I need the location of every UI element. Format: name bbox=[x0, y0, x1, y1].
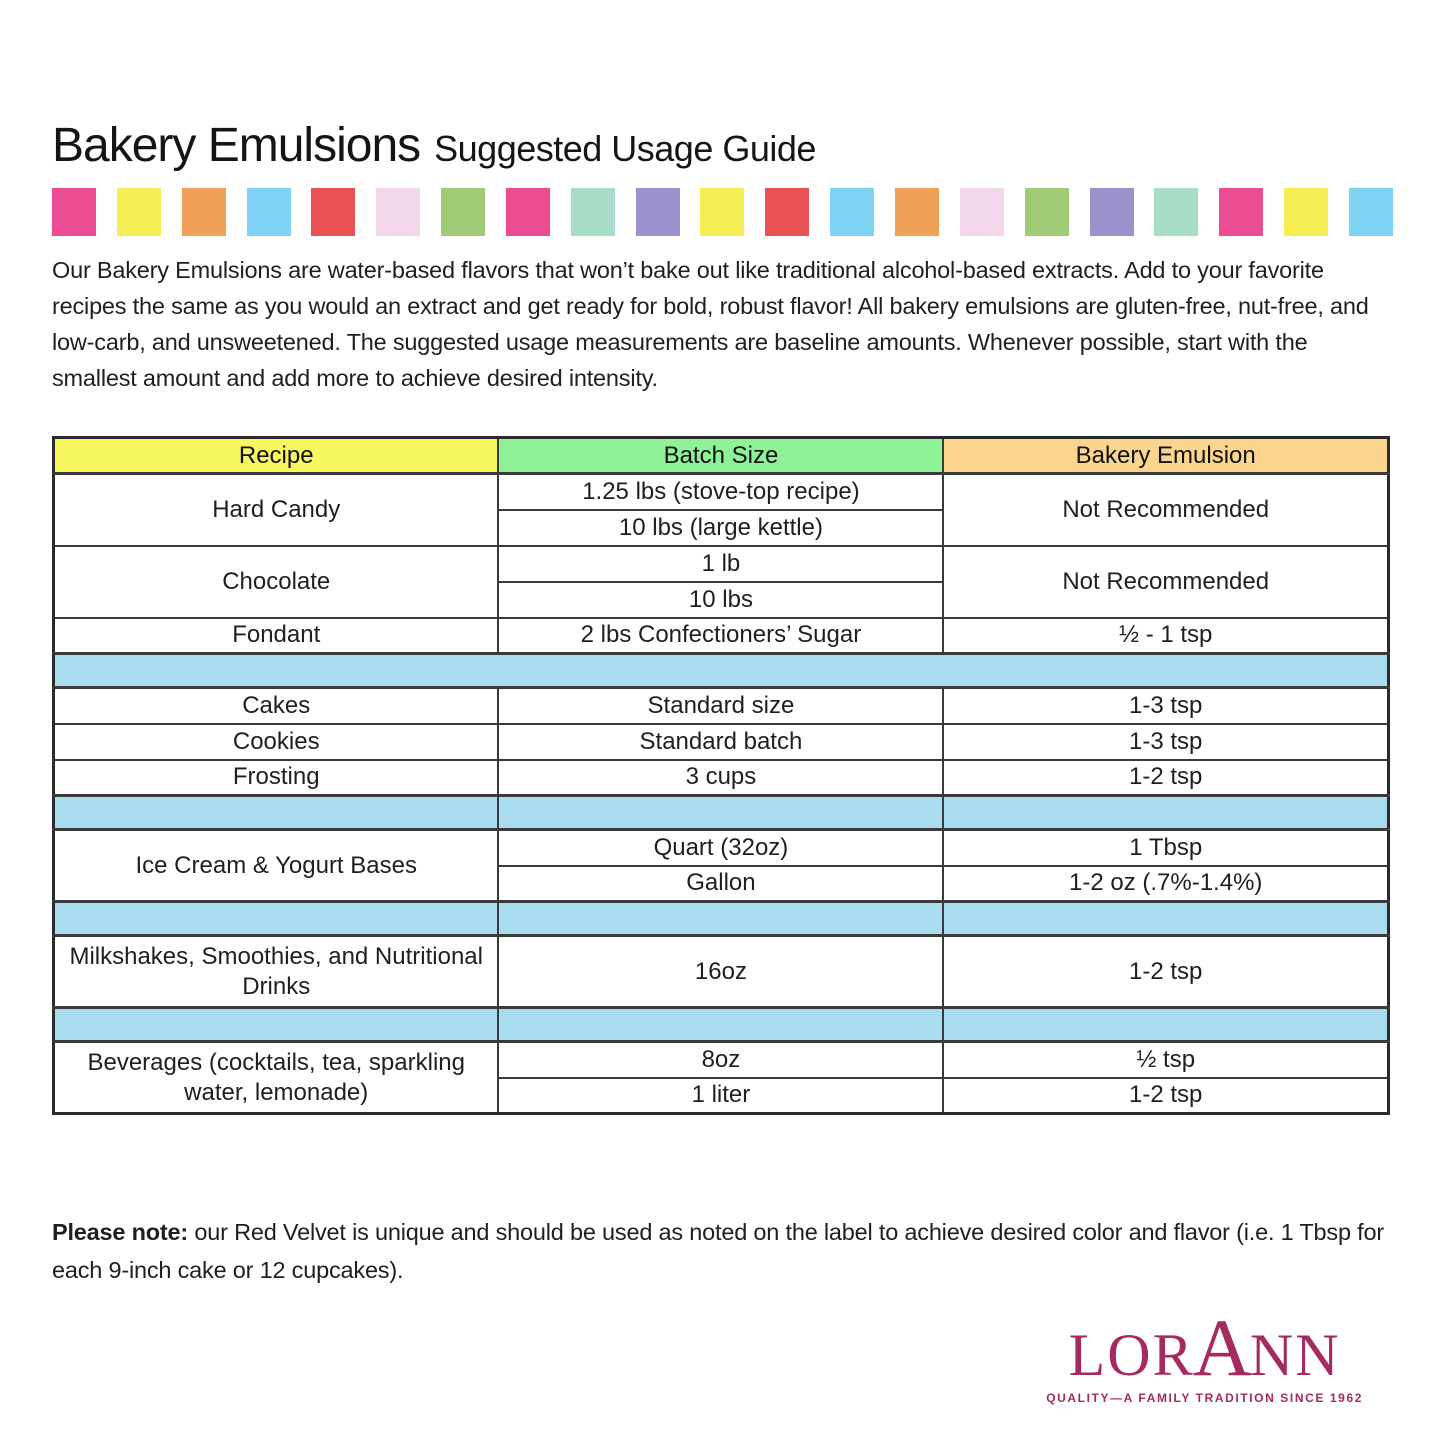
separator-cell bbox=[54, 1008, 499, 1042]
emulsion-cell: 1-3 tsp bbox=[943, 724, 1388, 760]
batch-cell: 10 lbs (large kettle) bbox=[498, 510, 943, 546]
logo-letters-prefix: LOR bbox=[1068, 1322, 1195, 1388]
emulsion-cell: ½ tsp bbox=[943, 1042, 1388, 1078]
table-row bbox=[54, 724, 1389, 760]
color-swatch bbox=[1349, 188, 1393, 236]
table-row bbox=[54, 760, 1389, 796]
separator-cell bbox=[54, 902, 499, 936]
separator-row bbox=[54, 1008, 1389, 1042]
batch-cell: 16oz bbox=[498, 936, 943, 1008]
recipe-cell: Milkshakes, Smoothies, and Nutritional Drinks bbox=[54, 936, 499, 1008]
recipe-cell: Cakes bbox=[54, 688, 499, 724]
color-swatch bbox=[830, 188, 874, 236]
color-swatch bbox=[700, 188, 744, 236]
batch-cell: 10 lbs bbox=[498, 582, 943, 618]
table-row bbox=[54, 618, 1389, 654]
color-swatch bbox=[765, 188, 809, 236]
lorann-logo bbox=[1046, 1302, 1363, 1405]
color-swatch bbox=[247, 188, 291, 236]
emulsion-cell: 1-2 tsp bbox=[943, 936, 1388, 1008]
separator-cell bbox=[54, 654, 1389, 688]
usage-table bbox=[52, 436, 1390, 1115]
color-strip bbox=[52, 188, 1393, 236]
title-main: Bakery Emulsions bbox=[52, 119, 421, 172]
color-swatch bbox=[571, 188, 615, 236]
color-swatch bbox=[960, 188, 1004, 236]
recipe-cell: Hard Candy bbox=[54, 474, 499, 546]
table-row bbox=[54, 688, 1389, 724]
emulsion-cell: 1-3 tsp bbox=[943, 688, 1388, 724]
note-paragraph bbox=[52, 1213, 1393, 1289]
emulsion-cell: 1 Tbsp bbox=[943, 830, 1388, 866]
emulsion-cell: ½ - 1 tsp bbox=[943, 618, 1388, 654]
color-swatch bbox=[52, 188, 96, 236]
recipe-cell: Cookies bbox=[54, 724, 499, 760]
note-label: Please note: bbox=[52, 1219, 189, 1245]
batch-cell: Standard size bbox=[498, 688, 943, 724]
table-row bbox=[54, 936, 1389, 1008]
batch-cell: 3 cups bbox=[498, 760, 943, 796]
note-text: our Red Velvet is unique and should be used as noted on the label to achieve desired color and flavor (i.e. 1 Tbsp for each 9-inch cake or 12 cupcakes). bbox=[52, 1219, 1385, 1283]
page-title bbox=[52, 118, 1393, 173]
color-swatch bbox=[895, 188, 939, 236]
separator-cell bbox=[498, 796, 943, 830]
intro-paragraph: Our Bakery Emulsions are water-based flavors that won’t bake out like traditional alcohol-based extracts. Add to your favorite recipes the same as you would an extract and get ready for bold, robust flavor! All bakery emulsions are gluten-free, nut-free, and low-carb, and unsweetened. The suggested usage measurements are baseline amounts. Whenever possible, start with the smallest amount and add more to achieve desired intensity. bbox=[52, 257, 1369, 391]
color-swatch bbox=[311, 188, 355, 236]
table-row bbox=[54, 474, 1389, 510]
recipe-cell: Frosting bbox=[54, 760, 499, 796]
table-row bbox=[54, 546, 1389, 582]
emulsion-cell: 1-2 tsp bbox=[943, 760, 1388, 796]
column-header-batch: Batch Size bbox=[498, 438, 943, 474]
color-swatch bbox=[1284, 188, 1328, 236]
separator-row bbox=[54, 654, 1389, 688]
color-swatch bbox=[636, 188, 680, 236]
color-swatch bbox=[1090, 188, 1134, 236]
logo-letter-a: A bbox=[1192, 1302, 1252, 1393]
separator-row bbox=[54, 902, 1389, 936]
logo-letters-suffix: NN bbox=[1249, 1322, 1341, 1388]
batch-cell: Quart (32oz) bbox=[498, 830, 943, 866]
batch-cell: Gallon bbox=[498, 866, 943, 902]
table-header-row bbox=[54, 438, 1389, 474]
separator-cell bbox=[498, 1008, 943, 1042]
separator-cell bbox=[54, 796, 499, 830]
color-swatch bbox=[376, 188, 420, 236]
batch-cell: Standard batch bbox=[498, 724, 943, 760]
separator-cell bbox=[943, 1008, 1388, 1042]
emulsion-cell: 1-2 oz (.7%-1.4%) bbox=[943, 866, 1388, 902]
recipe-cell: Ice Cream & Yogurt Bases bbox=[54, 830, 499, 902]
title-subtitle: Suggested Usage Guide bbox=[434, 128, 816, 169]
batch-cell: 1 lb bbox=[498, 546, 943, 582]
separator-row bbox=[54, 796, 1389, 830]
color-swatch bbox=[506, 188, 550, 236]
recipe-cell: Beverages (cocktails, tea, sparkling water, lemonade) bbox=[54, 1042, 499, 1114]
color-swatch bbox=[1025, 188, 1069, 236]
separator-cell bbox=[498, 902, 943, 936]
recipe-cell: Fondant bbox=[54, 618, 499, 654]
logo-tagline: QUALITY—A FAMILY TRADITION SINCE 1962 bbox=[1046, 1390, 1363, 1405]
table-row bbox=[54, 1042, 1389, 1078]
emulsion-cell: Not Recommended bbox=[943, 546, 1388, 618]
emulsion-cell: Not Recommended bbox=[943, 474, 1388, 546]
color-swatch bbox=[1154, 188, 1198, 236]
emulsion-cell: 1-2 tsp bbox=[943, 1078, 1388, 1114]
batch-cell: 1.25 lbs (stove-top recipe) bbox=[498, 474, 943, 510]
separator-cell bbox=[943, 796, 1388, 830]
batch-cell: 1 liter bbox=[498, 1078, 943, 1114]
batch-cell: 2 lbs Confectioners’ Sugar bbox=[498, 618, 943, 654]
batch-cell: 8oz bbox=[498, 1042, 943, 1078]
separator-cell bbox=[943, 902, 1388, 936]
color-swatch bbox=[117, 188, 161, 236]
column-header-recipe: Recipe bbox=[54, 438, 499, 474]
logo-wordmark bbox=[1068, 1302, 1341, 1393]
table-row bbox=[54, 830, 1389, 866]
column-header-emulsion: Bakery Emulsion bbox=[943, 438, 1388, 474]
color-swatch bbox=[1219, 188, 1263, 236]
recipe-cell: Chocolate bbox=[54, 546, 499, 618]
color-swatch bbox=[182, 188, 226, 236]
color-swatch bbox=[441, 188, 485, 236]
